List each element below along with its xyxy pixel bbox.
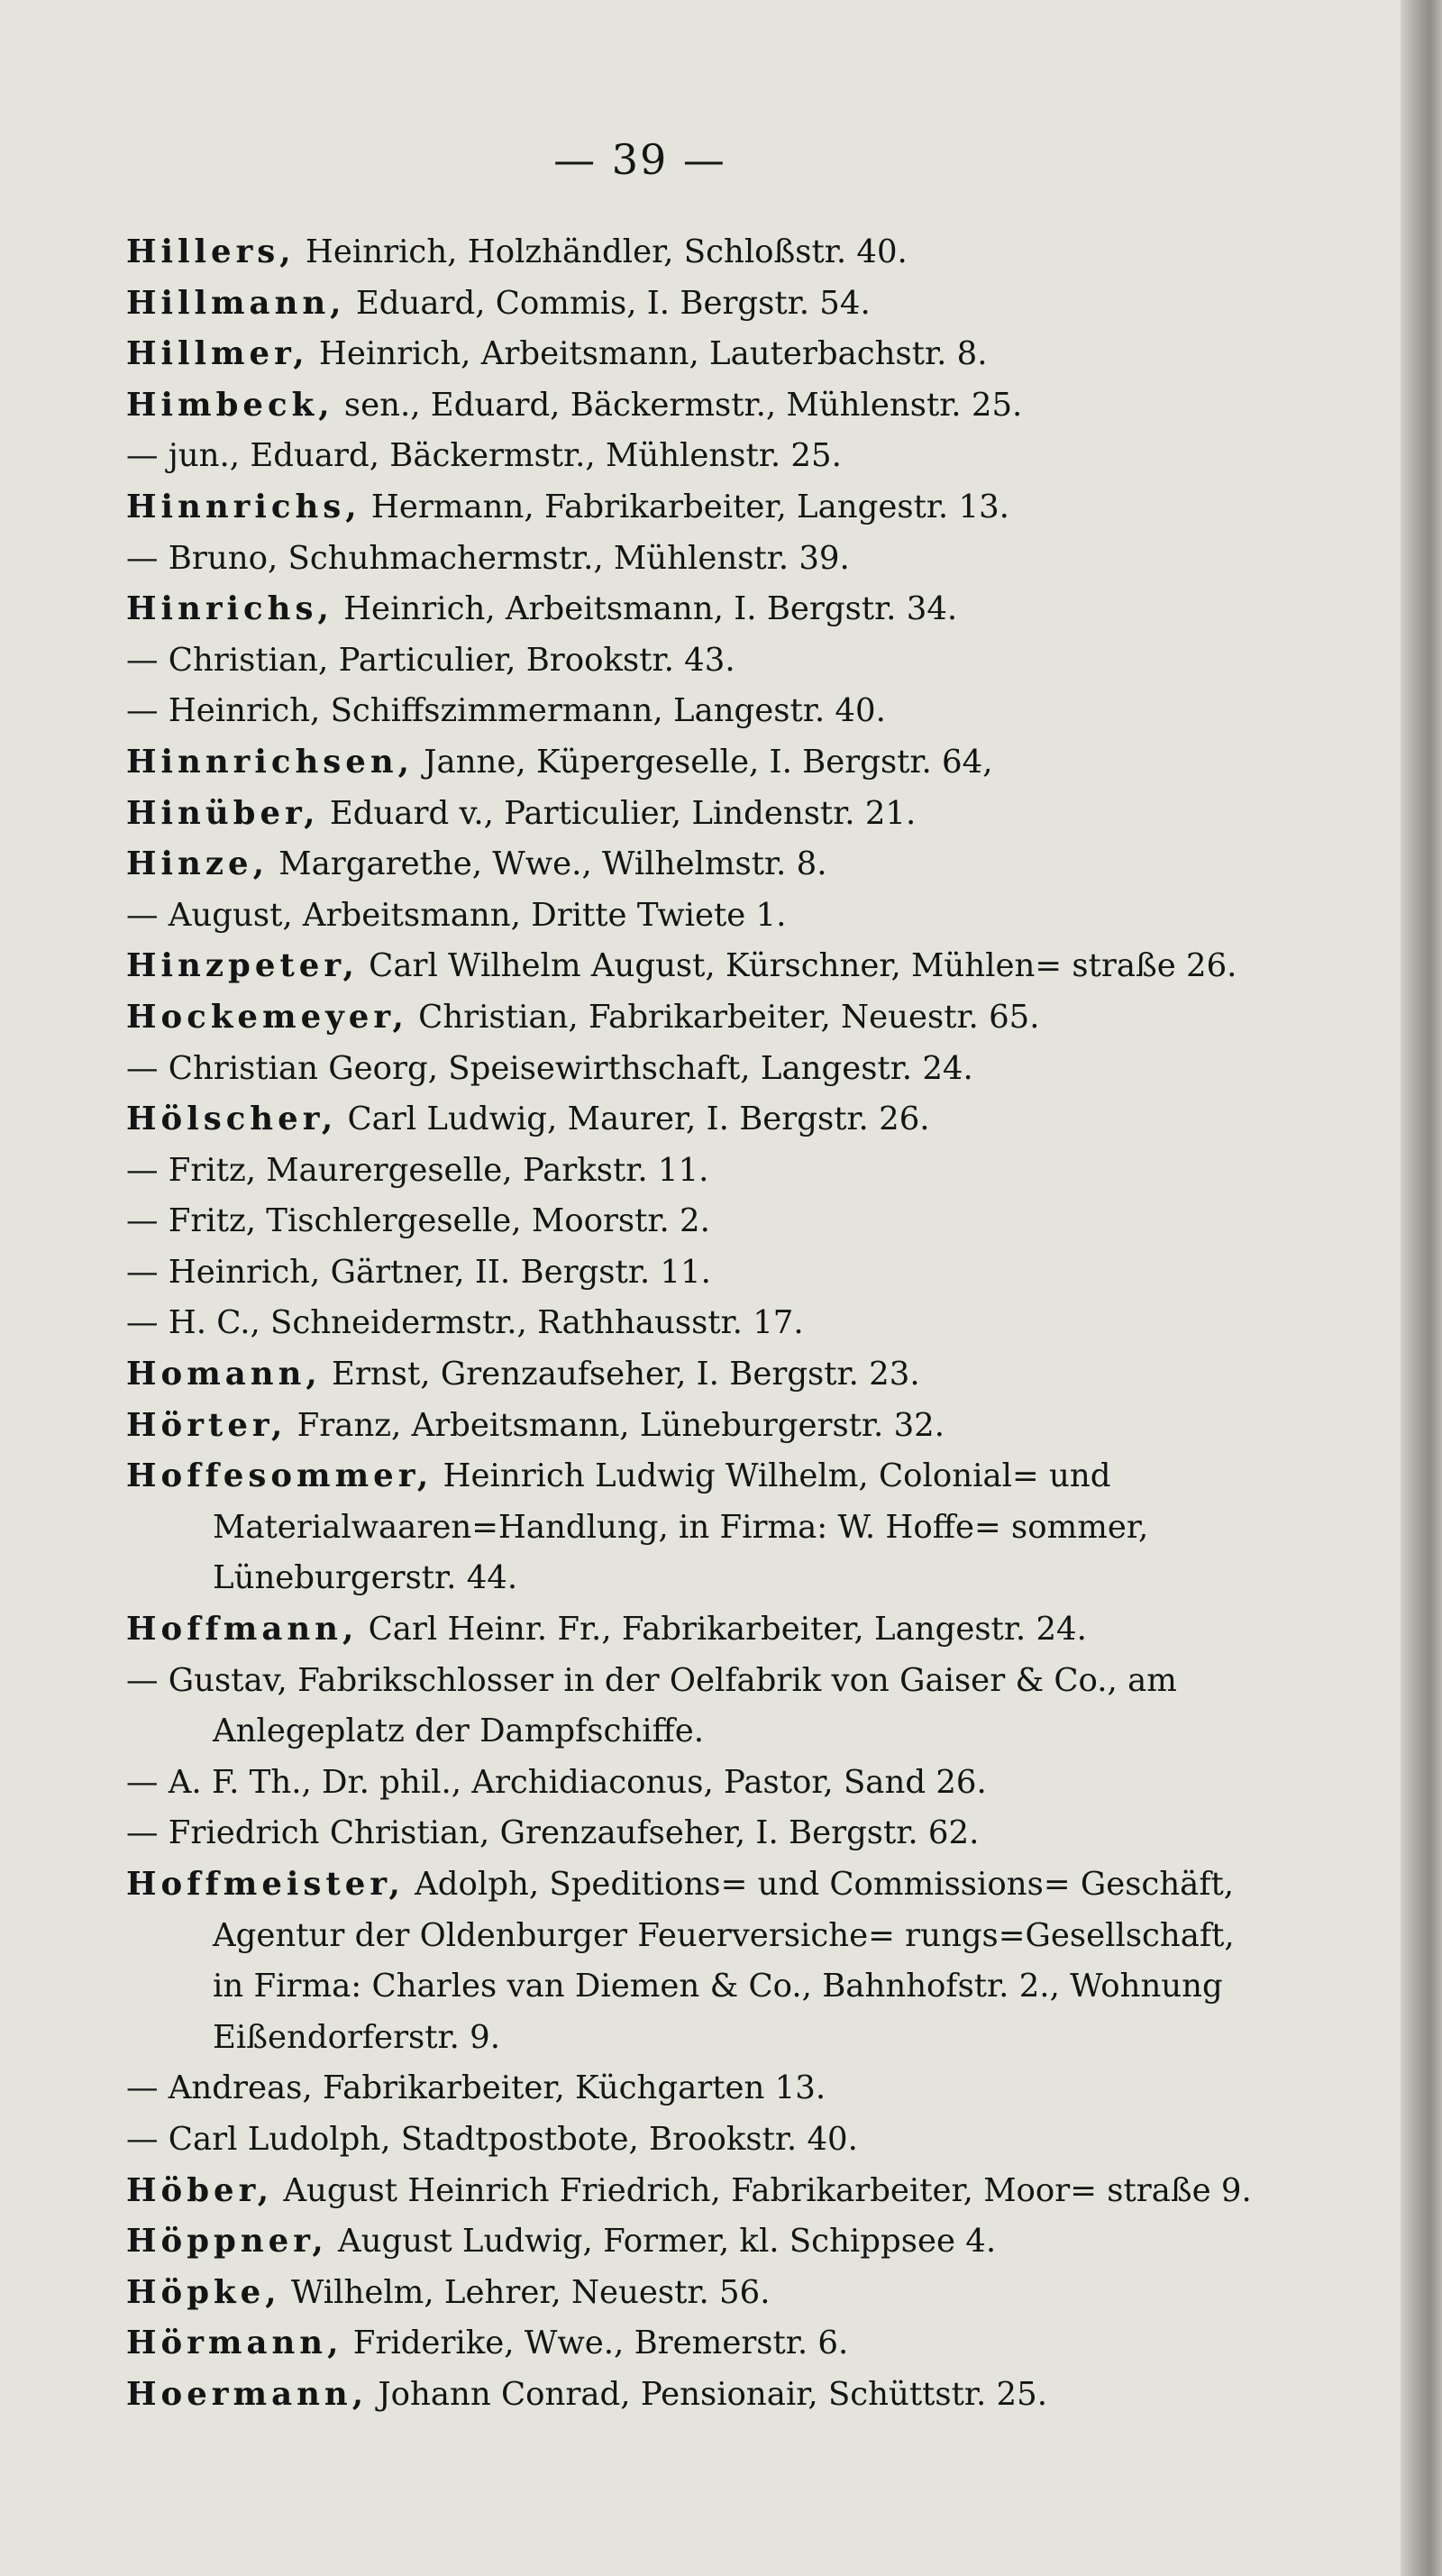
entry — [126, 1451, 1271, 1604]
entry-details: Ernst, Grenzaufseher, I. Bergstr. 23. — [321, 1356, 920, 1393]
entry — [126, 2268, 1271, 2319]
entry — [126, 1401, 1271, 1452]
entry-surname: Homann, — [126, 1356, 322, 1393]
entry-details: Heinrich, Arbeitsmann, Lauterbachstr. 8. — [308, 335, 988, 373]
directory-entries — [126, 227, 1271, 2421]
entry-surname: Himbeck, — [126, 386, 334, 424]
entry-details: Eduard v., Particulier, Lindenstr. 21. — [319, 794, 917, 832]
entry — [126, 2370, 1271, 2421]
entry-details: — Fritz, Maurergeselle, Parkstr. 11. — [126, 1151, 709, 1189]
entry-details: Friderike, Wwe., Bremerstr. 6. — [342, 2325, 849, 2362]
entry-details: — jun., Eduard, Bäckermstr., Mühlenstr. 25. — [126, 437, 842, 475]
entry-surname: Höpke, — [126, 2273, 281, 2311]
entry — [126, 1349, 1271, 1401]
entry-surname: Höppner, — [126, 2223, 328, 2261]
entry-details: — Andreas, Fabrikarbeiter, Küchgarten 13. — [126, 2069, 826, 2107]
entry — [126, 584, 1271, 635]
entry-surname: Hölscher, — [126, 1101, 338, 1138]
entry — [126, 992, 1271, 1044]
entry-surname: Hoffmeister, — [126, 1866, 405, 1903]
entry — [126, 839, 1271, 891]
entry — [126, 1859, 1271, 2063]
entry-details: Heinrich, Arbeitsmann, I. Bergstr. 34. — [333, 590, 958, 628]
entry-details: — Gustav, Fabrikschlosser in der Oelfabrik von Gaiser & Co., am Anlegeplatz der Dampfschiffe. — [126, 1661, 1177, 1750]
entry-surname: Hörter, — [126, 1406, 287, 1444]
entry-surname: Hillmer, — [126, 335, 309, 373]
entry-details: August Ludwig, Former, kl. Schippsee 4. — [327, 2223, 997, 2261]
entry-surname: Hoffesommer, — [126, 1457, 434, 1495]
entry — [126, 635, 1271, 687]
page-number: — 39 — — [553, 135, 726, 184]
entry-surname: Hillmann, — [126, 284, 346, 322]
entry — [126, 2318, 1271, 2370]
entry-surname: Hinüber, — [126, 794, 320, 832]
entry — [126, 380, 1271, 432]
entry — [126, 1146, 1271, 1197]
entry-details: Margarethe, Wwe., Wilhelmstr. 8. — [268, 845, 827, 883]
entry — [126, 279, 1271, 330]
entry-surname: Hinnrichsen, — [126, 743, 415, 781]
entry-surname: Hoermann, — [126, 2375, 369, 2413]
entry-details: Janne, Küpergeselle, I. Bergstr. 64, — [414, 743, 993, 781]
entry-details: Hermann, Fabrikarbeiter, Langestr. 13. — [360, 488, 1009, 525]
entry-details: — Heinrich, Schiffszimmermann, Langestr. 40. — [126, 692, 886, 730]
entry — [126, 686, 1271, 737]
entry — [126, 329, 1271, 380]
entry-details: Adolph, Speditions= und Commissions= Geschäft, Agentur der Oldenburger Feuerversiche= rungs=Gesellschaft, in Firma: Charles van Diemen & Co., Bahnhofstr. 2., Wohnung Eißendorferstr. 9. — [213, 1866, 1235, 2056]
entry-surname: Hoffmann, — [126, 1611, 359, 1649]
entry — [126, 1808, 1271, 1859]
entry-surname: Hinrichs, — [126, 590, 333, 628]
entry — [126, 482, 1271, 534]
entry — [126, 534, 1271, 585]
entry-details: — Christian Georg, Speisewirthschaft, Langestr. 24. — [126, 1049, 973, 1087]
entry — [126, 431, 1271, 482]
entry — [126, 2115, 1271, 2166]
page-edge — [1401, 0, 1442, 2576]
entry — [126, 1758, 1271, 1809]
entry-details: Wilhelm, Lehrer, Neuestr. 56. — [280, 2273, 771, 2311]
entry — [126, 1604, 1271, 1656]
entry-details: — Friedrich Christian, Grenzaufseher, I. Bergstr. 62. — [126, 1814, 980, 1852]
entry-details: Franz, Arbeitsmann, Lüneburgerstr. 32. — [287, 1406, 945, 1444]
entry-details: — Bruno, Schuhmachermstr., Mühlenstr. 39. — [126, 539, 850, 577]
entry — [126, 2063, 1271, 2115]
entry-surname: Höber, — [126, 2171, 274, 2209]
entry — [126, 1196, 1271, 1247]
entry — [126, 941, 1271, 992]
entry — [126, 1094, 1271, 1146]
entry-details: — Fritz, Tischlergeselle, Moorstr. 2. — [126, 1202, 710, 1240]
entry-details: — Heinrich, Gärtner, II. Bergstr. 11. — [126, 1253, 711, 1291]
entry — [126, 789, 1271, 840]
entry — [126, 2166, 1271, 2217]
entry-surname: Hockemeyer, — [126, 998, 408, 1036]
entry-details: Carl Ludwig, Maurer, I. Bergstr. 26. — [337, 1101, 930, 1138]
entry-details: — August, Arbeitsmann, Dritte Twiete 1. — [126, 896, 787, 934]
entry — [126, 891, 1271, 942]
entry-details: — Carl Ludolph, Stadtpostbote, Brookstr. 40. — [126, 2120, 858, 2158]
entry-details: Heinrich Ludwig Wilhelm, Colonial= und Materialwaaren=Handlung, in Firma: W. Hoffe= sommer, Lüneburgerstr. 44. — [213, 1457, 1149, 1597]
entry-surname: Hörmann, — [126, 2325, 343, 2362]
entry-details: August Heinrich Friedrich, Fabrikarbeiter, Moor= straße 9. — [273, 2171, 1252, 2209]
entry — [126, 1298, 1271, 1349]
entry-details: Johann Conrad, Pensionair, Schüttstr. 25. — [368, 2375, 1047, 2413]
entry-details: Eduard, Commis, I. Bergstr. 54. — [345, 284, 871, 322]
entry-details: Heinrich, Holzhändler, Schloßstr. 40. — [295, 233, 908, 270]
entry-details: — H. C., Schneidermstr., Rathhausstr. 17. — [126, 1304, 804, 1342]
entry-details: Carl Wilhelm August, Kürschner, Mühlen= straße 26. — [358, 947, 1237, 985]
entry-details: sen., Eduard, Bäckermstr., Mühlenstr. 25. — [333, 386, 1023, 424]
entry — [126, 1656, 1271, 1758]
entry — [126, 1247, 1271, 1299]
entry-details: — A. F. Th., Dr. phil., Archidiaconus, Pastor, Sand 26. — [126, 1763, 987, 1801]
entry-surname: Hinzpeter, — [126, 947, 359, 985]
entry — [126, 227, 1271, 279]
entry-surname: Hillers, — [126, 233, 296, 270]
entry-details: Christian, Fabrikarbeiter, Neuestr. 65. — [407, 998, 1040, 1036]
entry — [126, 1044, 1271, 1095]
entry-details: Carl Heinr. Fr., Fabrikarbeiter, Langestr. 24. — [358, 1611, 1087, 1649]
entry — [126, 737, 1271, 789]
entry-surname: Hinze, — [126, 845, 269, 883]
entry-surname: Hinnrichs, — [126, 488, 361, 525]
entry — [126, 2216, 1271, 2268]
entry-details: — Christian, Particulier, Brookstr. 43. — [126, 641, 735, 679]
